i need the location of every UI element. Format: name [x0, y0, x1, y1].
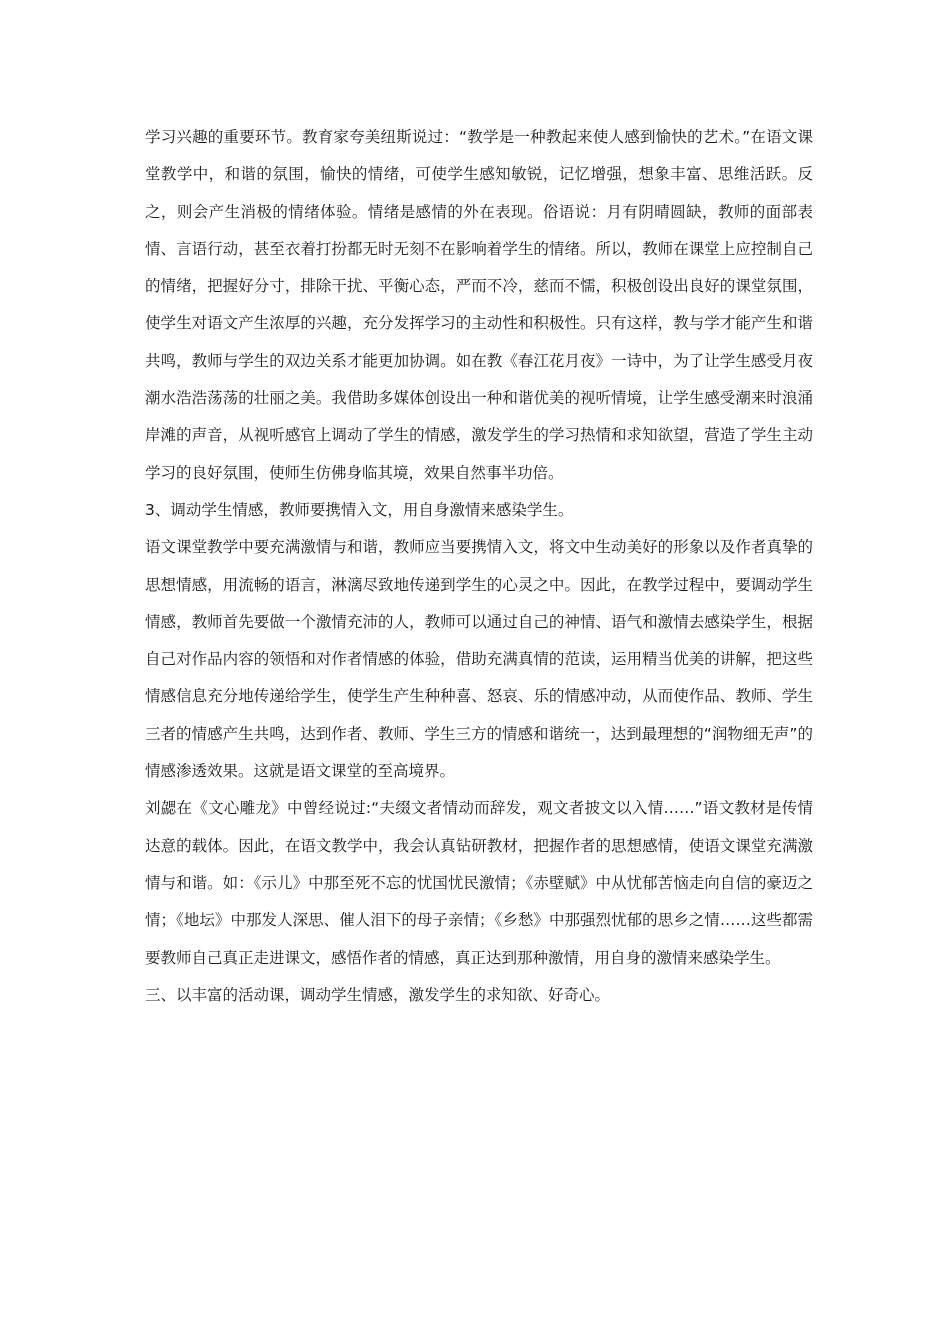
section-heading-three: 三、以丰富的活动课，调动学生情感，激发学生的求知欲、好奇心。: [145, 985, 611, 1004]
paragraph-teacher-passion: 语文课堂教学中要充满激情与和谐，教师应当要携情入文，将文中生动美好的形象以及作者真挚的思想情感，用流畅的语言，淋漓尽致地传递到学生的心灵之中。因此，在教学过程中，要调动学生情感，教师首先要做一个激情充沛的人，教师可以通过自己的神情、语气和激情去感染学生，根据自己对作品内容的领悟和对作者情感的体验，借助充满真情的范读，运用精当优美的讲解，把这些情感信息充分地传递给学生，使学生产生种种喜、怒哀、乐的情感冲动，从而使作品、教师、学生三者的情感产生共鸣，达到作者、教师、学生三方的情感和谐统一，达到最理想的“润物细无声”的情感渗透效果。这就是语文课堂的至高境界。: [145, 538, 813, 781]
section-heading-3: 3、调动学生情感，教师要携情入文，用自身激情来感染学生。: [145, 500, 574, 519]
document-page: [145, 119, 813, 1014]
paragraph-liu-xie-quote: 刘勰在《文心雕龙》中曾经说过:“夫缀文者情动而辞发，观文者披文以入情……”语文教材是传情达意的载体。因此，在语文教学中，我会认真钻研教材，把握作者的思想感情，使语文课堂充满激情与和谐。如：《示儿》中那至死不忘的忧国忧民激情；《赤壁赋》中从忧郁苦恼走向自信的豪迈之情；《地坛》中那发人深思、催人泪下的母子亲情；《乡愁》中那强烈忧郁的思乡之情……这些都需要教师自己真正走进课文，感悟作者的情感，真正达到那种激情，用自身的激情来感染学生。: [145, 799, 813, 967]
paragraph-classroom-atmosphere: 学习兴趣的重要环节。教育家夸美纽斯说过：“教学是一种教起来使人感到愉快的艺术。”在语文课堂教学中，和谐的氛围，愉快的情绪，可使学生感知敏锐，记忆增强，想象丰富、思维活跃。反之，则会产生消极的情绪体验。情绪是感情的外在表现。俗语说：月有阴晴圆缺，教师的面部表情、言语行动，甚至衣着打扮都无时无刻不在影响着学生的情绪。所以，教师在课堂上应控制自己的情绪，把握好分寸，排除干扰、平衡心态，严而不冷，慈而不懦，积极创设出良好的课堂氛围，使学生对语文产生浓厚的兴趣，充分发挥学习的主动性和积极性。只有这样，教与学才能产生和谐共鸣，教师与学生的双边关系才能更加协调。如在教《春江花月夜》一诗中，为了让学生感受月夜潮水浩浩荡荡的壮丽之美。我借助多媒体创设出一种和谐优美的视听情境，让学生感受潮来时浪涌岸滩的声音，从视听感官上调动了学生的情感，激发学生的学习热情和求知欲望，营造了学生主动学习的良好氛围，使师生仿佛身临其境，效果自然事半功倍。: [145, 128, 813, 482]
